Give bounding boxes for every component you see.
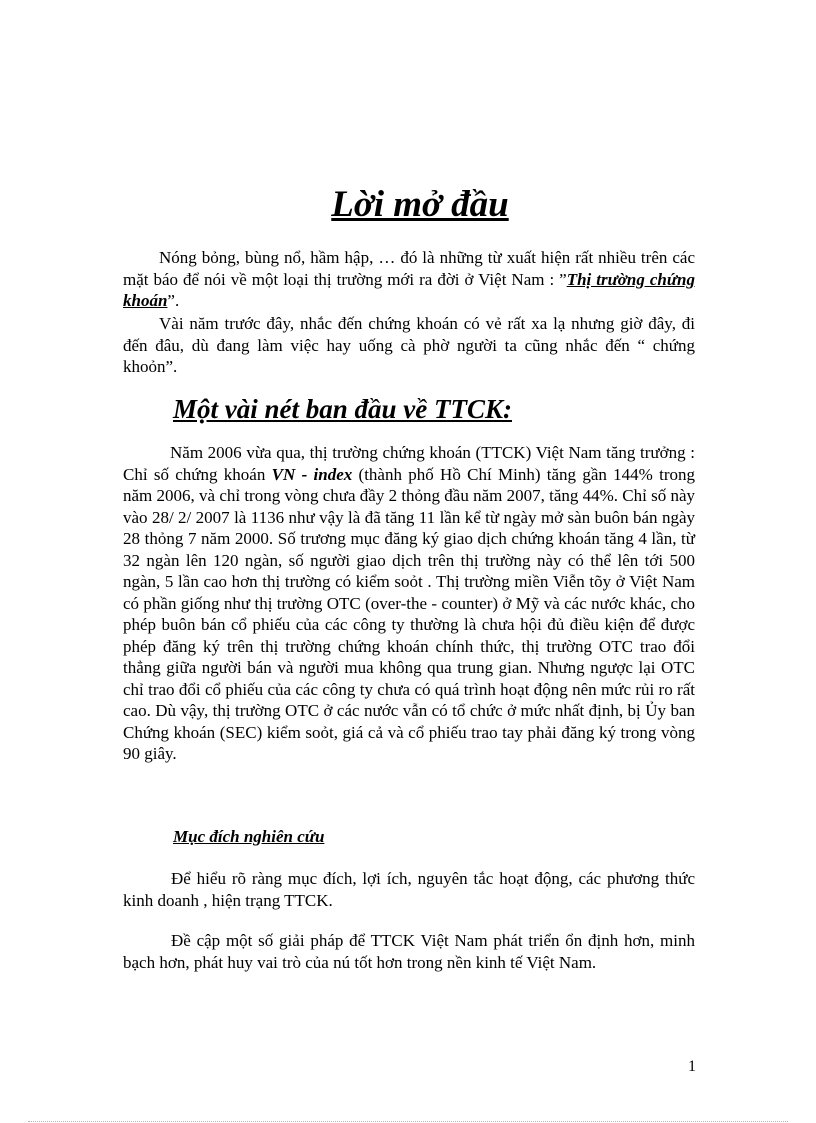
intro-paragraph-2: Vài năm trước đây, nhắc đến chứng khoán có vẻ rất xa lạ nhưng giờ đây, đi đến đâu, dù đang làm việc hay uống cà phờ người ta cũng nhắc đến “ chứng khoỏn”. bbox=[123, 314, 695, 376]
section-heading: Một vài nét ban đầu về TTCK: bbox=[173, 394, 512, 424]
vn-index-emphasis: VN - index bbox=[271, 464, 353, 484]
purpose-paragraph-2: Đề cập một số giải pháp để TTCK Việt Nam phát triển ổn định hơn, minh bạch hơn, phát huy vai trò của nú tốt hơn trong nền kinh tế Việt Nam. bbox=[123, 931, 695, 972]
purpose-heading: Mục đích nghiên cứu bbox=[173, 827, 325, 846]
purpose-paragraph-1: Để hiểu rõ ràng mục đích, lợi ích, nguyên tắc hoạt động, các phương thức kinh doanh , hiện trạng TTCK. bbox=[123, 869, 695, 910]
intro-p1-emphasis: Thị trường chứng khoán bbox=[123, 269, 695, 310]
section-paragraph bbox=[123, 442, 695, 765]
section-p-rest: (thành phố Hồ Chí Minh) tăng gần 144% trong năm 2006, và chỉ trong vòng chưa đầy 2 thỏng đầu năm 2007, tăng 44%. Chỉ số này vào 28/ 2/ 2007 là 1136 như vậy là đã tăng 11 lần kể từ ngày mở sàn buôn bán ngày 28 thỏng 7 năm 2000. Số trương mục đăng ký giao dịch chứng khoán tăng 4 lần, từ 32 ngàn lên 120 ngàn, số người giao dịch trên thị trường này có thể lên tới 500 ngàn, 5 lần cao hơn thị trường có kiểm soỏt . Thị trường miền Viễn tõy ở Việt Nam có phần giống như thị trường OTC (over-the - counter) ở Mỹ và các nước khác, cho phép buôn bán cổ phiếu của các công ty thường là chưa hội đủ điều kiện để được phép đăng ký trên thị trường chứng khoán chính thức, thị trường OTC trao đổi thẳng giữa người bán và người mua không qua trung gian. Nhưng ngược lại OTC chỉ trao đổi cổ phiếu của các công ty chưa có quá trình hoạt động nên mức rủi ro rất cao. Dù vậy, thị trường OTC ở các nước vẫn có tổ chức ở mức nhất định, bị Ủy ban Chứng khoán (SEC) kiểm soỏt, giá cả và cổ phiếu trao tay phải đăng ký trong vòng 90 giây. bbox=[123, 464, 696, 763]
intro-p1-end: ”. bbox=[167, 291, 180, 310]
footer-divider bbox=[28, 1121, 788, 1122]
page-number: 1 bbox=[688, 1058, 696, 1075]
intro-paragraph-1 bbox=[123, 247, 695, 312]
section-p-start: Năm 2006 vừa qua, thị trường chứng khoán (TTCK) Việt Nam tăng trưởng : Chỉ số chứng khoán bbox=[123, 443, 695, 484]
page-title: Lời mở đầu bbox=[331, 184, 509, 225]
intro-p1-text: Nóng bỏng, bùng nổ, hầm hập, … đó là những từ xuất hiện rất nhiều trên các mặt báo để nói về một loại thị trường mới ra đời ở Việt Nam : ” bbox=[123, 248, 695, 289]
